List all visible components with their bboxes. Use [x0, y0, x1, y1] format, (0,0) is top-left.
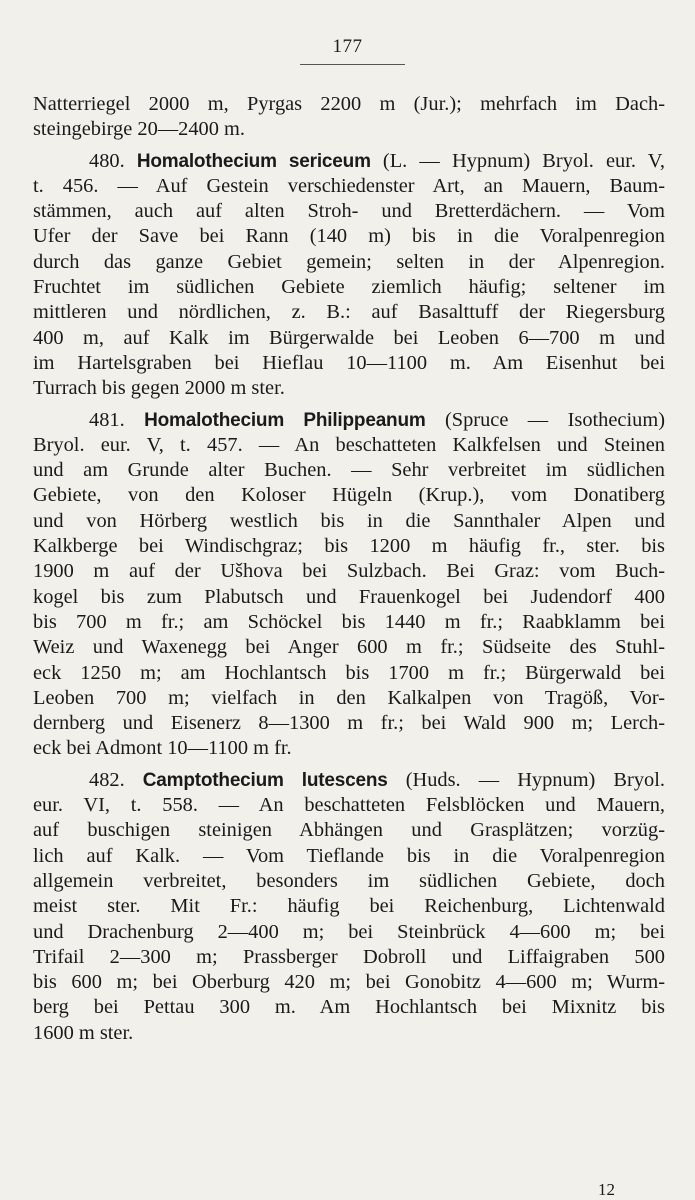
entry-number: 480.	[89, 149, 125, 172]
entry-text-line: auf buschigen steinigen Abhängen und Grasplätzen; vorzüg-	[33, 819, 665, 842]
entry-text-line: bis 700 m fr.; am Schöckel bis 1440 m fr.; Raabklamm bei	[33, 610, 665, 633]
entry-text-line: Weiz und Waxenegg bei Anger 600 m fr.; Südseite des Stuhl-	[33, 636, 665, 659]
entry-citation: (Spruce — Isothecium)	[425, 408, 665, 431]
entry-text-line: bis 600 m; bei Oberburg 420 m; bei Gonobitz 4—600 m; Wurm-	[33, 971, 665, 994]
entry-text-line: lich auf Kalk. — Vom Tieflande bis in die Voralpenregion	[33, 844, 665, 867]
entry-heading	[33, 149, 665, 174]
intro-line: Natterriegel 2000 m, Pyrgas 2200 m (Jur.); mehrfach im Dach-	[33, 93, 665, 115]
entry-number: 481.	[89, 408, 125, 431]
entry-text-line: dernberg und Eisenerz 8—1300 m fr.; bei Wald 900 m; Lerch-	[33, 712, 665, 735]
entry-text-line: kogel bis zum Plabutsch und Frauenkogel bei Judendorf 400	[33, 585, 665, 608]
species-entry	[33, 768, 665, 1046]
entry-text-line: mittleren und nördlichen, z. B.: auf Basalttuff der Riegersburg	[33, 301, 665, 324]
entry-text-line: meist ster. Mit Fr.: häufig bei Reichenburg, Lichtenwald	[33, 895, 665, 918]
entry-text-line: und am Grunde alter Buchen. — Sehr verbreitet im südlichen	[33, 459, 665, 482]
species-entry	[33, 408, 665, 762]
species-name: Camptothecium lutescens	[142, 769, 388, 791]
species-name: Homalothecium Philippeanum	[144, 409, 426, 431]
entry-text-line: eck 1250 m; am Hochlantsch bis 1700 m fr.; Bürgerwald bei	[33, 661, 665, 684]
entry-text-line: stämmen, auch auf alten Stroh- und Bretterdächern. — Vom	[33, 200, 665, 223]
entry-text-line: Ufer der Save bei Rann (140 m) bis in die Voralpenregion	[33, 225, 665, 248]
intro-line: steingebirge 20—2400 m.	[33, 118, 246, 141]
species-entry	[33, 149, 665, 402]
entry-text-line: Leoben 700 m; vielfach in den Kalkalpen von Tragöß, Vor-	[33, 686, 665, 709]
species-entries	[33, 149, 665, 1046]
entry-text-line: Bryol. eur. V, t. 457. — An beschatteten Kalkfelsen und Steinen	[33, 433, 665, 456]
entry-citation: (Huds. — Hypnum) Bryol.	[387, 768, 665, 791]
entry-number: 482.	[89, 768, 125, 791]
page-number: 177	[332, 36, 363, 57]
entry-text-line: durch das ganze Gebiet gemein; selten in der Alpenregion.	[33, 250, 665, 273]
entry-text-line: eck bei Admont 10—1100 m fr.	[33, 737, 292, 760]
signature-number: 12	[598, 1180, 615, 1199]
species-name: Homalothecium sericeum	[136, 150, 371, 172]
entry-text-line: Kalkberge bei Windischgraz; bis 1200 m häufig fr., ster. bis	[33, 535, 665, 558]
entry-text-line: und von Hörberg westlich bis in die Sannthaler Alpen und	[33, 509, 665, 532]
entry-text-line: t. 456. — Auf Gestein verschiedenster Art, an Mauern, Baum-	[33, 174, 665, 197]
entry-heading	[33, 408, 665, 433]
entry-text-line: Fruchtet im südlichen Gebiete ziemlich häufig; seltener im	[33, 276, 665, 299]
header-rule	[300, 64, 405, 65]
entry-text-line: 1900 m auf der Ušhova bei Sulzbach. Bei Graz: vom Buch-	[33, 560, 665, 583]
entry-text-line: und Drachenburg 2—400 m; bei Steinbrück 4—600 m; bei	[33, 920, 665, 943]
entry-text-line: 1600 m ster.	[33, 1021, 134, 1044]
entry-text-line: berg bei Pettau 300 m. Am Hochlantsch bei Mixnitz bis	[33, 996, 665, 1019]
entry-text-line: allgemein verbreitet, besonders im südlichen Gebiete, doch	[33, 869, 665, 892]
entry-text-line: Turrach bis gegen 2000 m ster.	[33, 377, 285, 400]
entry-heading	[33, 768, 665, 793]
entry-text-line: Trifail 2—300 m; Prassberger Dobroll und Liffaigraben 500	[33, 945, 665, 968]
entry-text-line: Gebiete, von den Koloser Hügeln (Krup.), vom Donatiberg	[33, 484, 665, 507]
text-block	[33, 92, 665, 1046]
entry-text-line: eur. VI, t. 558. — An beschatteten Felsblöcken und Mauern,	[33, 794, 665, 817]
entry-text-line: 400 m, auf Kalk im Bürgerwalde bei Leoben 6—700 m und	[33, 326, 665, 349]
entry-text-line: im Hartelsgraben bei Hieflau 10—1100 m. Am Eisenhut bei	[33, 351, 665, 374]
entry-citation: (L. — Hypnum) Bryol. eur. V,	[370, 149, 665, 172]
